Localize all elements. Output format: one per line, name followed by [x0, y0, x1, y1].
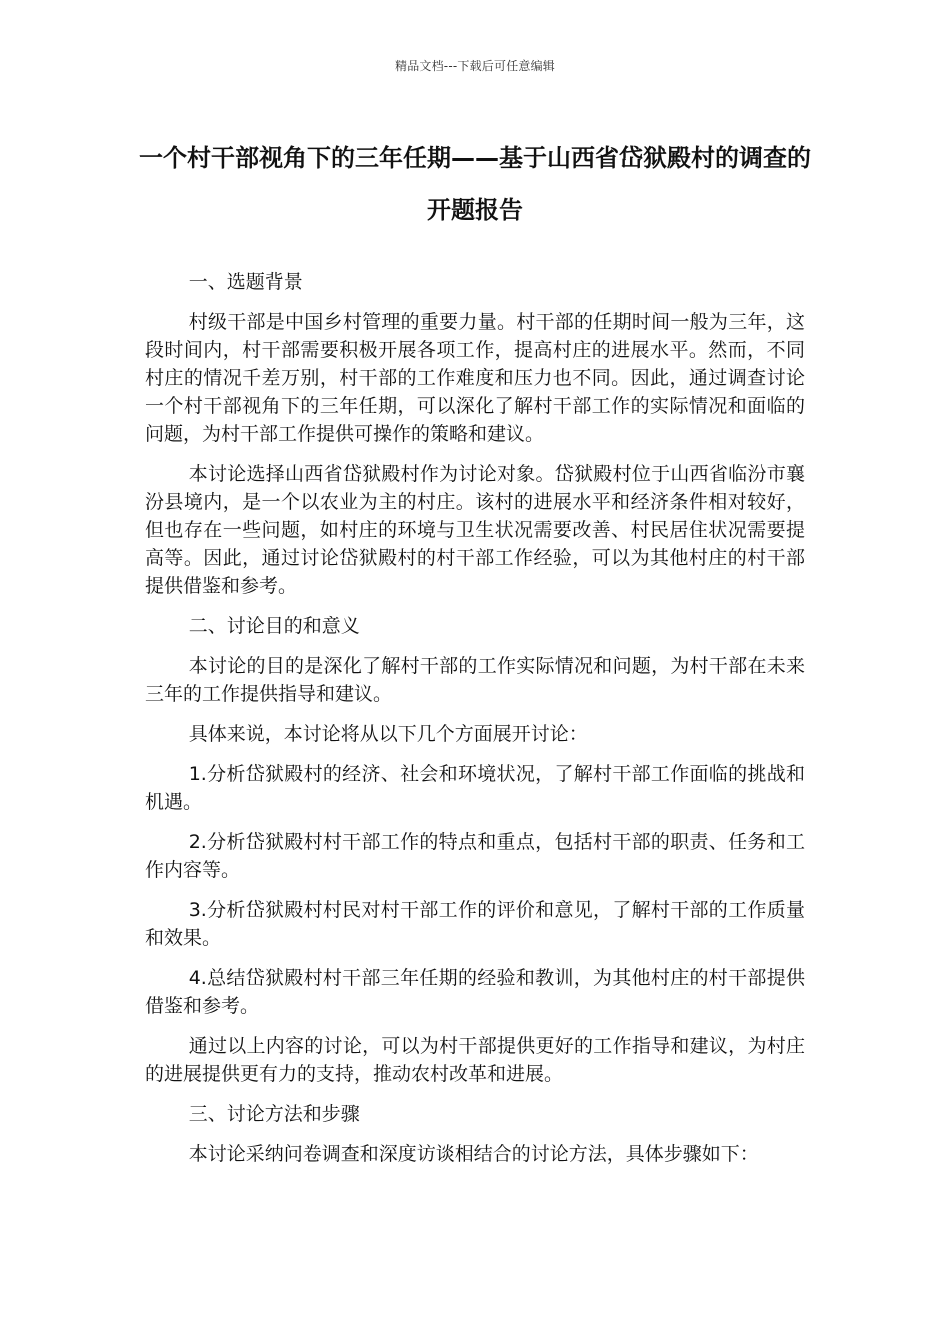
paragraph: 本讨论选择山西省岱狱殿村作为讨论对象。岱狱殿村位于山西省临汾市襄汾县境内，是一个以农业为主的村庄。该村的进展水平和经济条件相对较好，但也存在一些问题，如村庄的环境与卫生状况需要改善、村民居住状况需要提高等。因此，通过讨论岱狱殿村的村干部工作经验，可以为其他村庄的村干部提供借鉴和参考。 [145, 463, 805, 597]
header-note: 精品文档---下载后可任意编辑 [395, 59, 555, 73]
section-heading-purpose: 二、讨论目的和意义 [188, 615, 360, 637]
document-title: 一个村干部视角下的三年任期——基于山西省岱狱殿村的调查的开题报告 [139, 144, 811, 224]
paragraph: 通过以上内容的讨论，可以为村干部提供更好的工作指导和建议，为村庄的进展提供更有力的支持，推动农村改革和进展。 [145, 1035, 805, 1085]
paragraph: 村级干部是中国乡村管理的重要力量。村干部的任期时间一般为三年，这段时间内，村干部需要积极开展各项工作，提高村庄的进展水平。然而，不同村庄的情况千差万别，村干部的工作难度和压力也不同。因此，通过调查讨论一个村干部视角下的三年任期，可以深化了解村干部工作的实际情况和面临的问题，为村干部工作提供可操作的策略和建议。 [145, 311, 805, 445]
paragraph: 本讨论采纳问卷调查和深度访谈相结合的讨论方法，具体步骤如下： [188, 1143, 759, 1165]
document-body [145, 268, 805, 1180]
list-item: 4.总结岱狱殿村村干部三年任期的经验和教训，为其他村庄的村干部提供借鉴和参考。 [145, 967, 805, 1017]
list-item: 1.分析岱狱殿村的经济、社会和环境状况，了解村干部工作面临的挑战和机遇。 [145, 763, 805, 813]
section-heading-method: 三、讨论方法和步骤 [188, 1103, 360, 1125]
section-heading-background: 一、选题背景 [188, 271, 303, 293]
paragraph: 本讨论的目的是深化了解村干部的工作实际情况和问题，为村干部在未来三年的工作提供指导和建议。 [145, 655, 805, 705]
paragraph: 具体来说，本讨论将从以下几个方面展开讨论： [188, 723, 588, 745]
list-item: 2.分析岱狱殿村村干部工作的特点和重点，包括村干部的职责、任务和工作内容等。 [145, 831, 805, 881]
list-item: 3.分析岱狱殿村村民对村干部工作的评价和意见，了解村干部的工作质量和效果。 [145, 899, 805, 949]
